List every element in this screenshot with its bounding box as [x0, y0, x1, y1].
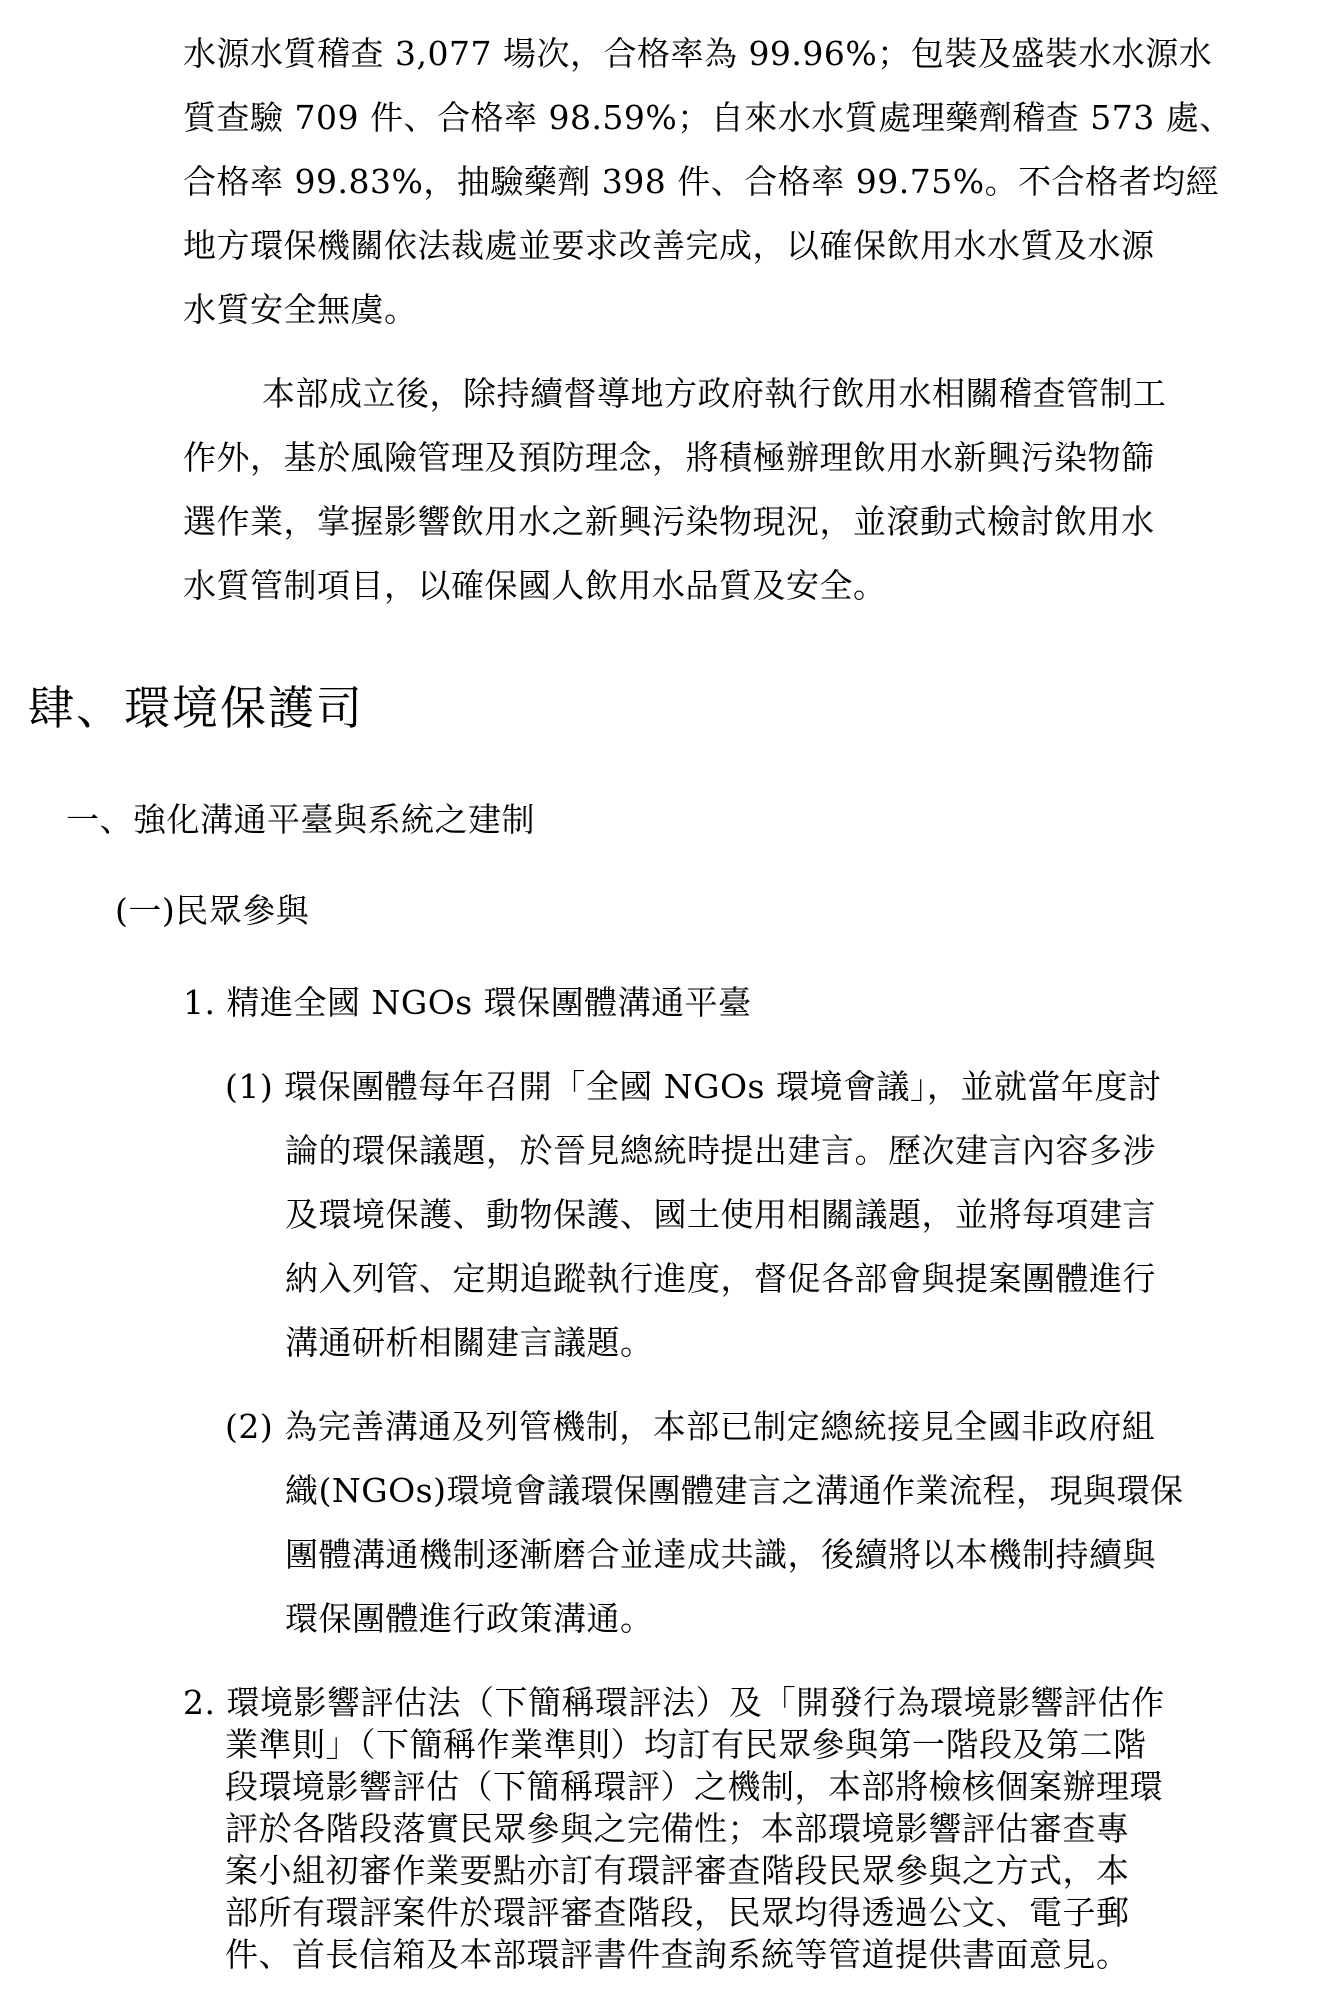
paragraph-line: 水源水質稽查 3,077 場次，合格率為 99.96%；包裝及盛裝水水源水: [183, 34, 1213, 73]
paragraph-line: 選作業，掌握影響飲用水之新興污染物現況，並滾動式檢討飲用水: [183, 502, 1155, 541]
paragraph-line: 合格率 99.83%，抽驗藥劑 398 件、合格率 99.75%。不合格者均經: [183, 162, 1220, 201]
section-heading: 肆、環境保護司: [28, 681, 364, 735]
paragraph-line: 質查驗 709 件、合格率 98.59%；自來水水質處理藥劑稽查 573 處、: [183, 98, 1233, 137]
list-item-line: 論的環保議題，於晉見總統時提出建言。歷次建言內容多涉: [285, 1131, 1156, 1170]
list-item-line: 部所有環評案件於環評審查階段，民眾均得透過公文、電子郵: [225, 1893, 1130, 1932]
list-item-line: 案小組初審作業要點亦訂有環評審查階段民眾參與之方式，本: [225, 1851, 1130, 1890]
list-item-line: 織(NGOs)環境會議環保團體建言之溝通作業流程，現與環保: [285, 1471, 1184, 1510]
list-item-line: 2. 環境影響評估法（下簡稱環評法）及「開發行為環境影響評估作: [183, 1683, 1165, 1722]
list-item-line: (1) 環保團體每年召開「全國 NGOs 環境會議」，並就當年度討: [225, 1067, 1162, 1106]
list-item-line: 及環境保護、動物保護、國土使用相關議題，並將每項建言: [285, 1195, 1156, 1234]
paragraph-line: 作外，基於風險管理及預防理念，將積極辦理飲用水新興污染物篩: [183, 438, 1155, 477]
list-item-line: 段環境影響評估（下簡稱環評）之機制，本部將檢核個案辦理環: [225, 1767, 1163, 1806]
list-item-line: 評於各階段落實民眾參與之完備性；本部環境影響評估審查專: [225, 1809, 1130, 1848]
subsubsection-heading: (一)民眾參與: [115, 891, 310, 930]
paragraph-line: 地方環保機關依法裁處並要求改善完成，以確保飲用水水質及水源: [183, 226, 1155, 265]
paragraph-line: 水質管制項目，以確保國人飲用水品質及安全。: [183, 566, 887, 605]
list-item-line: 溝通研析相關建言議題。: [285, 1323, 654, 1362]
subsection-heading: 一、強化溝通平臺與系統之建制: [66, 800, 535, 839]
list-item-line: 環保團體進行政策溝通。: [285, 1599, 654, 1638]
list-item-line: 件、首長信箱及本部環評書件查詢系統等管道提供書面意見。: [225, 1935, 1130, 1974]
item-title: 1. 精進全國 NGOs 環保團體溝通平臺: [183, 983, 752, 1022]
list-item-line: 納入列管、定期追蹤執行進度，督促各部會與提案團體進行: [285, 1259, 1156, 1298]
list-item-line: (2) 為完善溝通及列管機制，本部已制定總統接見全國非政府組: [225, 1407, 1156, 1446]
paragraph-line: 水質安全無虞。: [183, 290, 418, 329]
list-item-line: 團體溝通機制逐漸磨合並達成共識，後續將以本機制持續與: [285, 1535, 1156, 1574]
paragraph-line: 本部成立後，除持續督導地方政府執行飲用水相關稽查管制工: [262, 374, 1167, 413]
list-item-line: 業準則」（下簡稱作業準則）均訂有民眾參與第一階段及第二階: [225, 1725, 1147, 1764]
